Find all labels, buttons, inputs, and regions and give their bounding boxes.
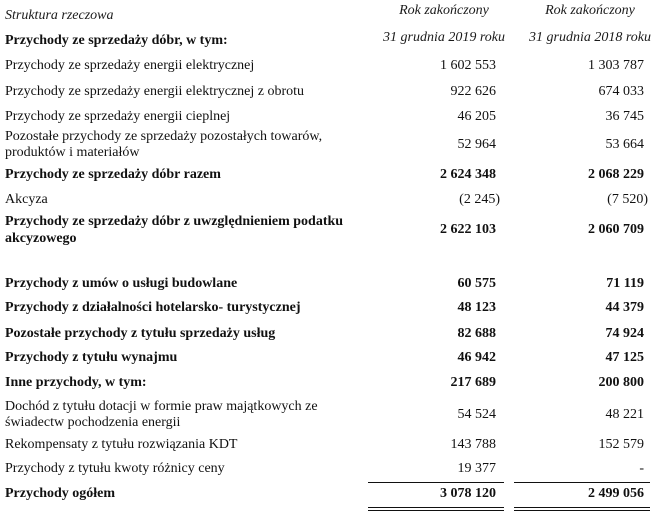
total-double-rule-2018-a	[514, 507, 650, 508]
row-label-other-services: Pozostałe przychody z tytułu sprzedaży usług	[5, 326, 276, 341]
value-2019-kdt-compensation: 143 788	[450, 437, 496, 452]
value-2019-other-goods: 52 964	[457, 137, 496, 152]
row-label-price-difference: Przychody z tytułu kwoty różnicy ceny	[5, 461, 225, 476]
value-2019-other-revenue: 217 689	[450, 375, 496, 390]
col-2018-header-line2: 31 grudnia 2018 roku	[529, 30, 651, 45]
value-2018-other-services: 74 924	[605, 326, 644, 341]
value-2019-heat-sales: 46 205	[457, 109, 496, 124]
subtotal-rule-2018	[514, 482, 650, 483]
value-2018-excise: (7 520)	[607, 192, 648, 207]
value-2018-rental: 47 125	[605, 350, 644, 365]
row-label-rental: Przychody z tytułu wynajmu	[5, 350, 178, 365]
value-2018-electricity-sales: 1 303 787	[588, 58, 644, 73]
value-2018-total-revenue: 2 499 056	[588, 486, 644, 501]
value-2019-hotel-tourism: 48 123	[457, 300, 496, 315]
row-label-excise: Akcyza	[5, 192, 48, 207]
value-2019-subsidy-income: 54 524	[457, 407, 496, 422]
value-2018-other-revenue: 200 800	[598, 375, 644, 390]
value-2019-rental: 46 942	[457, 350, 496, 365]
row-label-construction-services: Przychody z umów o usługi budowlane	[5, 276, 238, 291]
row-label-subsidy-income-line1: Dochód z tytułu dotacji w formie praw majątkowych ze	[5, 399, 318, 414]
row-label-electricity-sales: Przychody ze sprzedaży energii elektrycznej	[5, 58, 255, 73]
row-label-electricity-trading: Przychody ze sprzedaży energii elektrycznej z obrotu	[5, 84, 305, 99]
value-2018-heat-sales: 36 745	[605, 109, 644, 124]
row-label-other-goods-line2: produktów i materiałów	[5, 145, 140, 160]
value-2019-electricity-trading: 922 626	[450, 84, 496, 99]
value-2018-subsidy-income: 48 221	[605, 407, 644, 422]
row-label-heat-sales: Przychody ze sprzedaży energii cieplnej	[5, 109, 231, 124]
value-2019-other-services: 82 688	[457, 326, 496, 341]
structure-label: Struktura rzeczowa	[5, 8, 114, 23]
value-2018-electricity-trading: 674 033	[598, 84, 644, 99]
col-2018-header-line1: Rok zakończony	[545, 3, 635, 18]
subtotal-rule-2019	[368, 482, 504, 483]
value-2018-hotel-tourism: 44 379	[605, 300, 644, 315]
col-2019-header-line1: Rok zakończony	[399, 3, 489, 18]
value-2019-goods-net-excise: 2 622 103	[440, 222, 496, 237]
value-2018-kdt-compensation: 152 579	[598, 437, 644, 452]
total-double-rule-2019-b	[368, 510, 504, 511]
col-2019-header-line2: 31 grudnia 2019 roku	[383, 30, 505, 45]
row-label-subsidy-income-line2: świadectw pochodzenia energii	[5, 415, 181, 430]
row-label-total-revenue: Przychody ogółem	[5, 486, 116, 501]
value-2019-construction-services: 60 575	[457, 276, 496, 291]
row-label-goods-sales-header: Przychody ze sprzedaży dóbr, w tym:	[5, 33, 228, 48]
row-label-kdt-compensation: Rekompensaty z tytułu rozwiązania KDT	[5, 437, 238, 452]
value-2019-excise: (2 245)	[459, 192, 500, 207]
value-2018-other-goods: 53 664	[605, 137, 644, 152]
row-label-other-goods-line1: Pozostałe przychody ze sprzedaży pozostałych towarów,	[5, 129, 323, 144]
row-label-other-revenue: Inne przychody, w tym:	[5, 375, 147, 390]
row-label-goods-total: Przychody ze sprzedaży dóbr razem	[5, 167, 221, 182]
value-2018-goods-total: 2 068 229	[588, 167, 644, 182]
value-2019-goods-total: 2 624 348	[440, 167, 496, 182]
total-double-rule-2019-a	[368, 507, 504, 508]
value-2018-price-difference: -	[639, 461, 644, 476]
value-2018-goods-net-excise: 2 060 709	[588, 222, 644, 237]
row-label-goods-net-excise-line2: akcyzowego	[5, 231, 77, 246]
row-label-goods-net-excise-line1: Przychody ze sprzedaży dóbr z uwzględnieniem podatku	[5, 214, 344, 229]
total-double-rule-2018-b	[514, 510, 650, 511]
row-label-hotel-tourism: Przychody z działalności hotelarsko- turystycznej	[5, 300, 301, 315]
value-2019-total-revenue: 3 078 120	[440, 486, 496, 501]
value-2019-electricity-sales: 1 602 553	[440, 58, 496, 73]
value-2018-construction-services: 71 119	[606, 276, 644, 291]
value-2019-price-difference: 19 377	[457, 461, 496, 476]
